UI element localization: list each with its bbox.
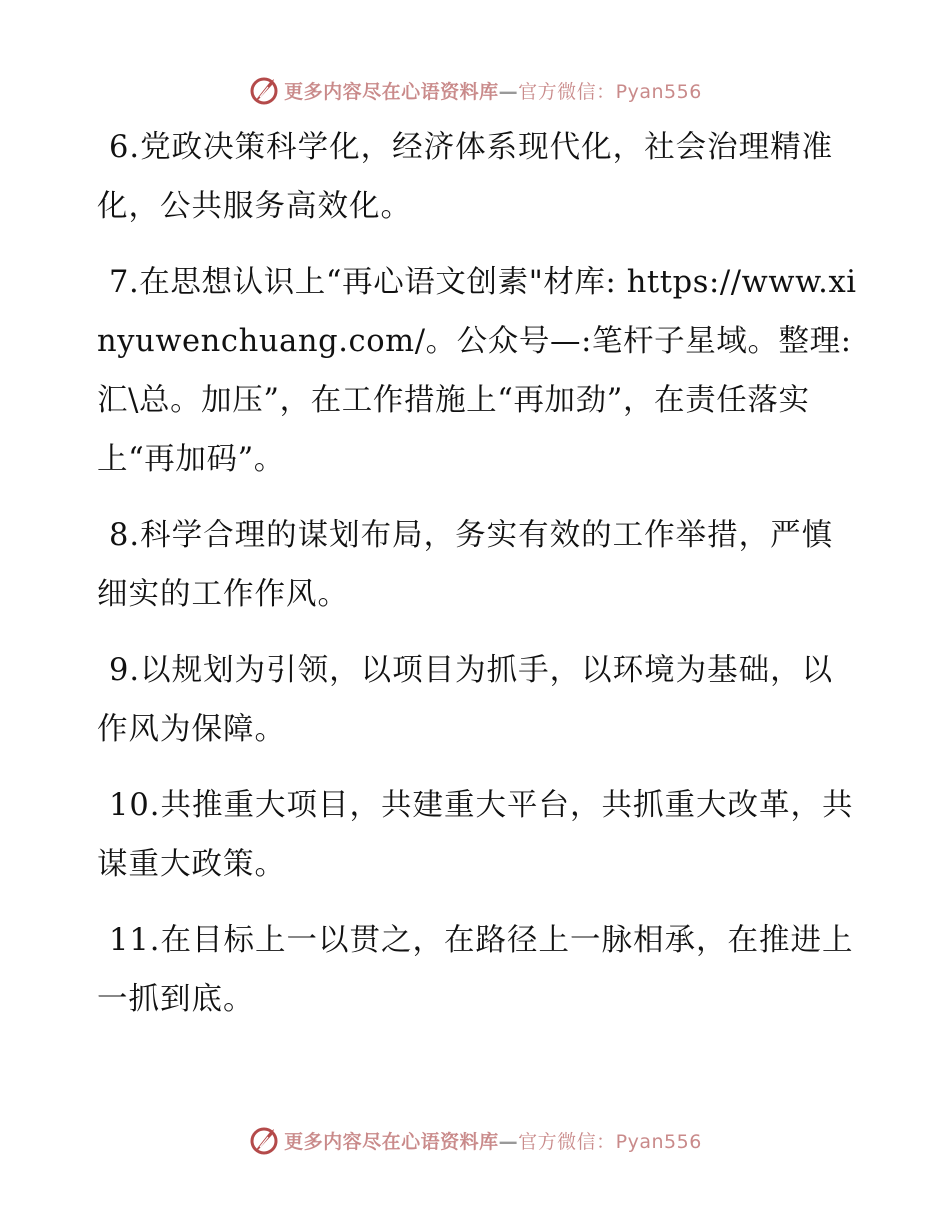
paragraph-8: 8.科学合理的谋划布局，务实有效的工作举措，严慎细实的工作作风。 bbox=[97, 518, 834, 612]
banner-contact: 官方微信：Pyan556 bbox=[518, 1130, 702, 1153]
paragraph-7: 7.在思想认识上“再心语文创素"材库: https://www.xinyuwenchuang.com/。公众号—:笔杆子星域。整理:汇\总。加压”，在工作措施上“再加劲”，在责任落实上“再加码”。 bbox=[97, 265, 857, 477]
paragraph-11: 11.在目标上一以贯之，在路径上一脉相承，在推进上一抓到底。 bbox=[97, 923, 854, 1017]
banner-text bbox=[284, 77, 702, 104]
banner-separator: — bbox=[498, 80, 519, 103]
banner-separator: — bbox=[498, 1130, 519, 1153]
banner-contact: 官方微信：Pyan556 bbox=[518, 80, 702, 103]
banner-brand: 更多内容尽在心语资料库 bbox=[284, 1130, 499, 1153]
paragraph-6: 6.党政决策科学化，经济体系现代化，社会治理精准化，公共服务高效化。 bbox=[97, 130, 834, 224]
footer-banner bbox=[0, 1120, 950, 1160]
banner-brand: 更多内容尽在心语资料库 bbox=[284, 80, 499, 103]
quill-pen-icon bbox=[248, 1124, 280, 1156]
document-body bbox=[97, 118, 857, 1046]
paragraph-9: 9.以规划为引领，以项目为抓手，以环境为基础，以作风为保障。 bbox=[97, 653, 834, 747]
header-banner bbox=[0, 70, 950, 110]
paragraph-10: 10.共推重大项目，共建重大平台，共抓重大改革，共谋重大政策。 bbox=[97, 788, 854, 882]
quill-pen-icon bbox=[248, 74, 280, 106]
banner-text bbox=[284, 1127, 702, 1154]
